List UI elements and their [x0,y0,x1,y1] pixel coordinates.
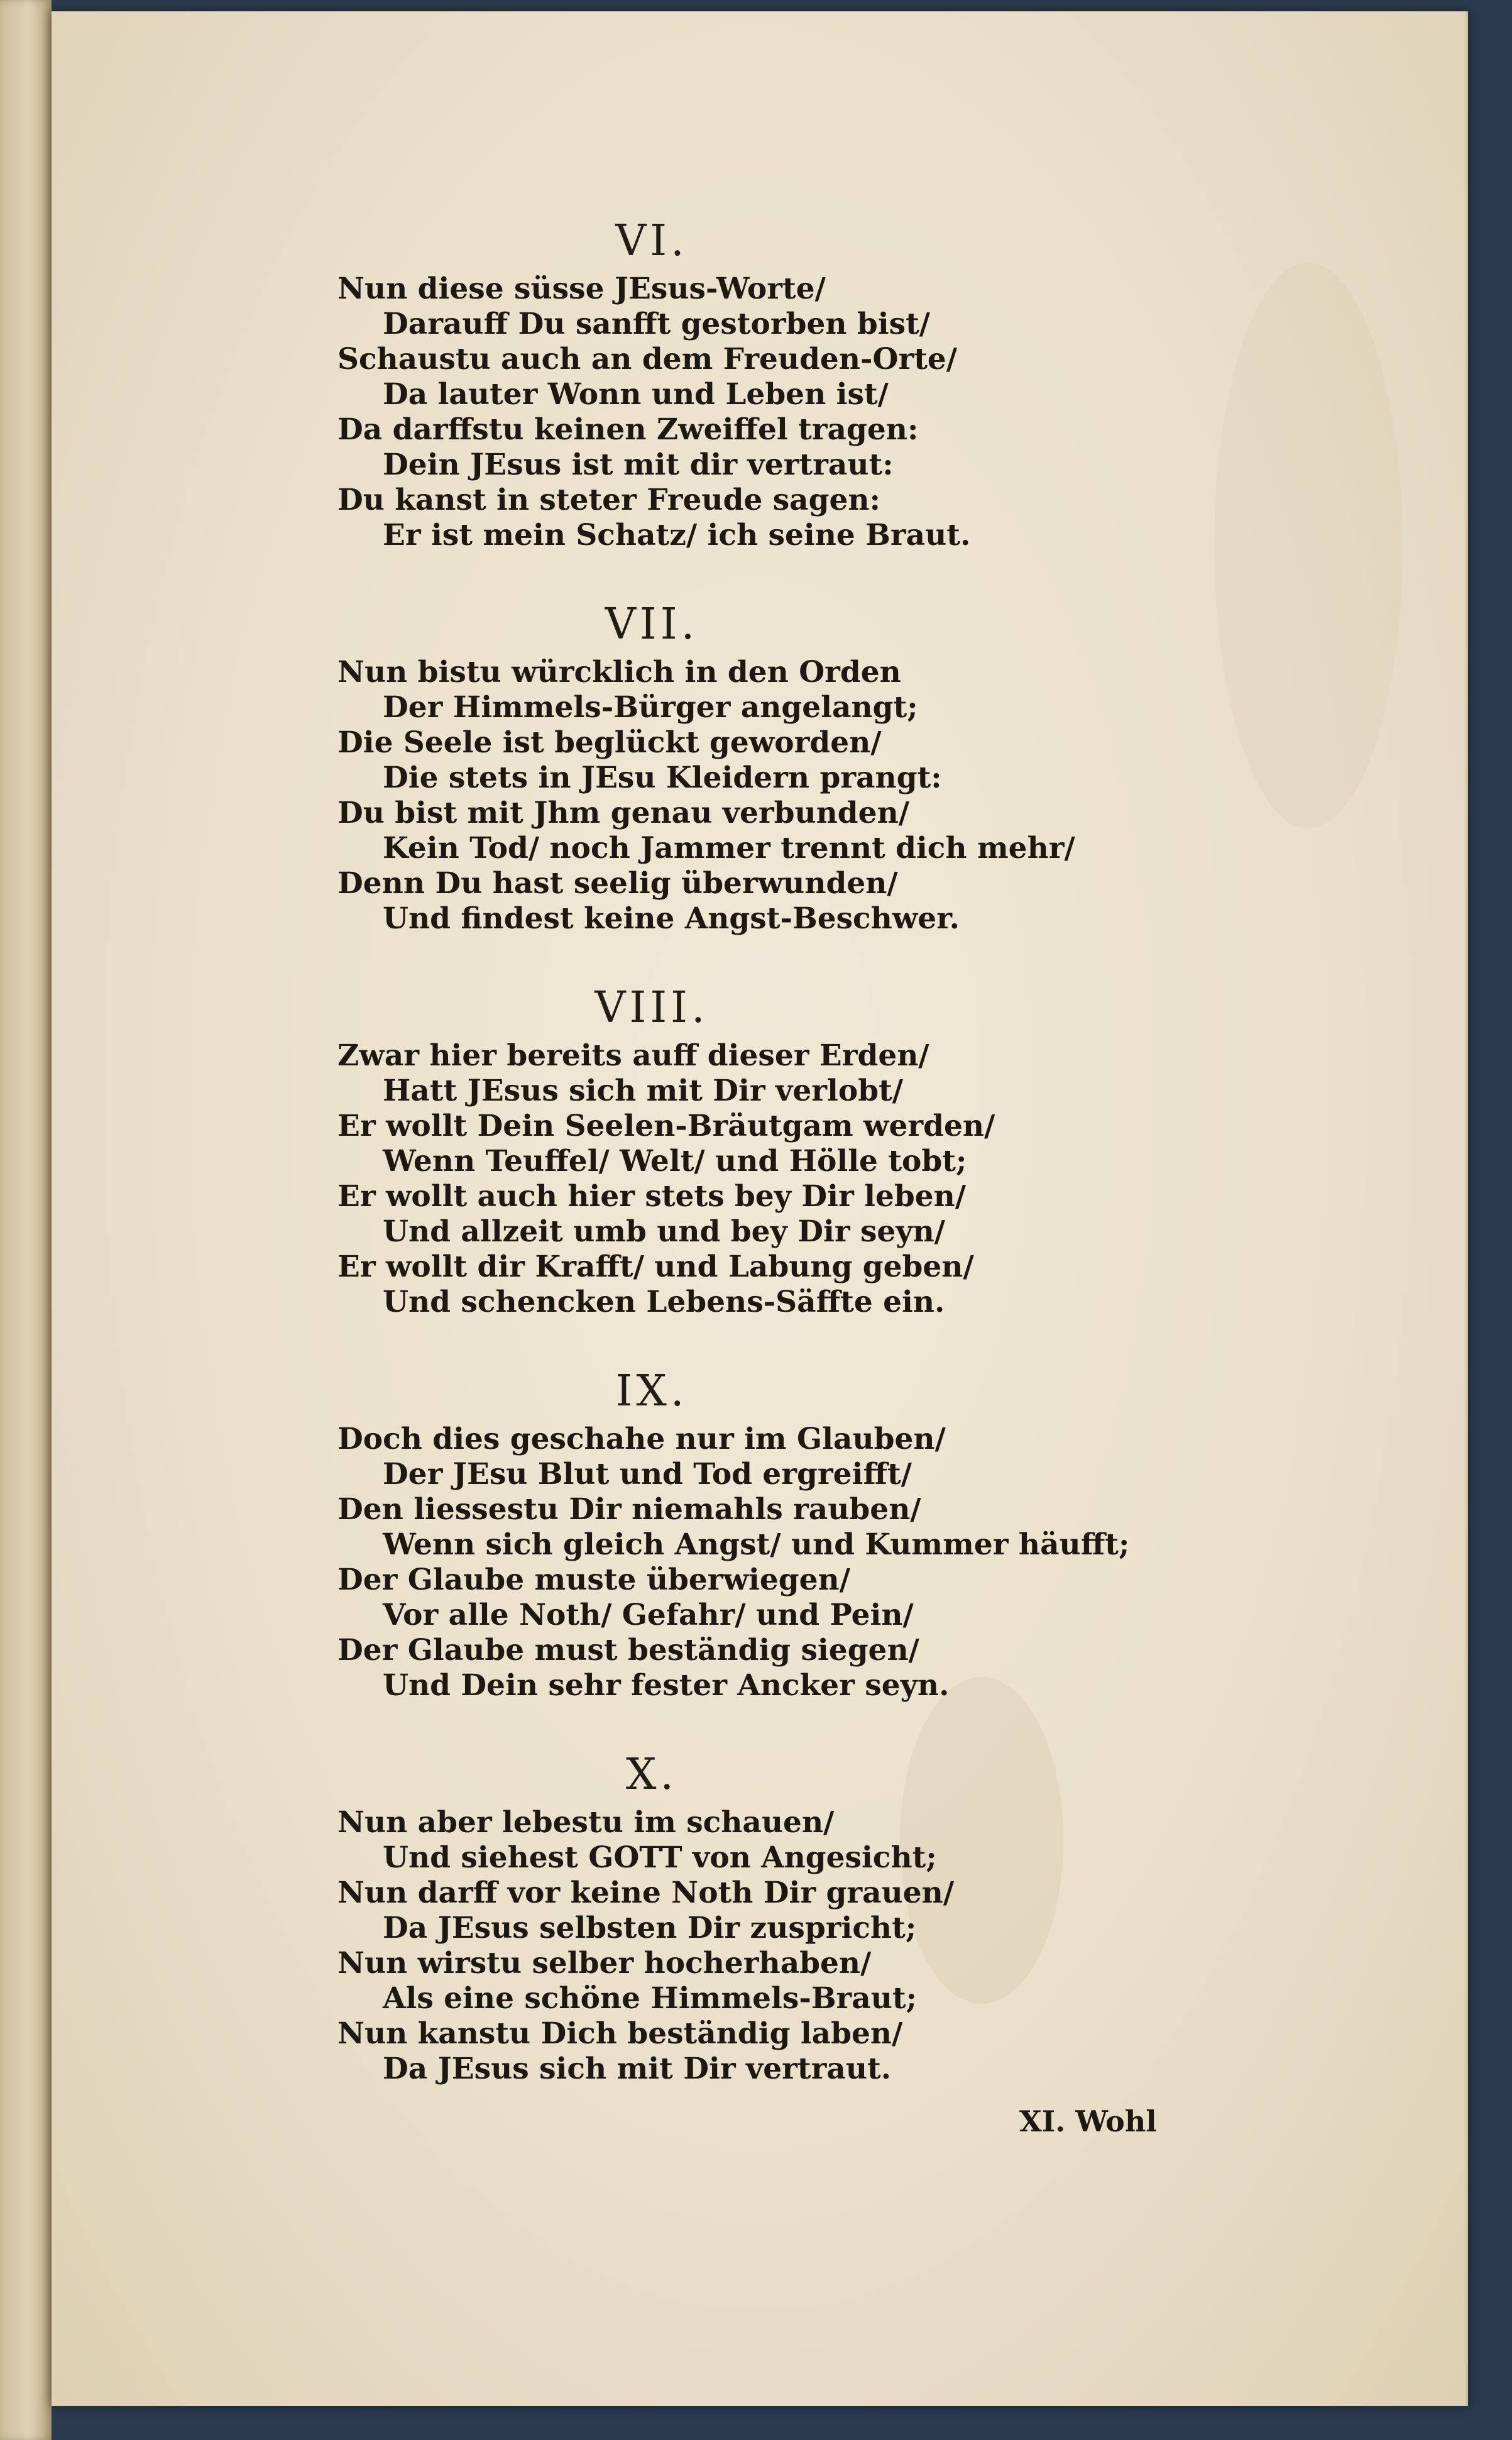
verse-line: Die Seele ist beglückt geworden/ [337,725,882,760]
verse-line: Nun darff vor keine Noth Dir grauen/ [337,1876,955,1910]
stanza-numeral: VIII. [594,983,709,1033]
verse-line: Den liessestu Dir niemahls rauben/ [337,1492,921,1527]
verse-line: Denn Du hast seelig überwunden/ [337,866,898,901]
document-page [52,11,1468,2406]
verse-line: Und schencken Lebens-Säffte ein. [383,1285,945,1319]
verse-line: Du bist mit Jhm genau verbunden/ [337,796,909,830]
verse-line: Da lauter Wonn und Leben ist/ [383,377,889,412]
verse-line: Der Himmels-Bürger angelangt; [383,690,918,725]
verse-line: Nun wirstu selber hocherhaben/ [337,1946,872,1981]
verse-line: Da darffstu keinen Zweiffel tragen: [337,412,919,447]
verse-line: Du kanst in steter Freude sagen: [337,483,880,517]
verse-line: Und findest keine Angst-Beschwer. [383,901,960,936]
verse-line: Als eine schöne Himmels-Braut; [383,1981,917,2016]
verse-line: Wenn Teuffel/ Welt/ und Hölle tobt; [383,1144,967,1179]
verse-line: Der Glaube must beständig siegen/ [337,1633,919,1668]
catchword: XI. Wohl [1019,2104,1157,2138]
stanza-numeral: VI. [615,216,688,266]
stanza-x [337,1745,1280,2087]
verse-line: Der Glaube muste überwiegen/ [337,1563,850,1597]
stanza-numeral: X. [625,1750,678,1800]
facing-page-edge [0,0,52,2440]
verse-line: Vor alle Noth/ Gefahr/ und Pein/ [383,1598,914,1632]
verse-line: Und Dein sehr fester Ancker seyn. [383,1668,950,1703]
verse-line: Nun bistu würcklich in den Orden [337,655,901,690]
verse-line: Und allzeit umb und bey Dir seyn/ [383,1214,945,1249]
verse-line: Er ist mein Schatz/ ich seine Braut. [383,518,971,552]
verse-line: Und siehest GOTT von Angesicht; [383,1840,937,1875]
verse-line: Dein JEsus ist mit dir vertraut: [383,448,894,482]
verse-line: Schaustu auch an dem Freuden-Orte/ [337,342,957,376]
verse-line: Hatt JEsus sich mit Dir verlobt/ [383,1074,903,1108]
verse-line: Er wollt dir Krafft/ und Labung geben/ [337,1250,974,1284]
verse-line: Er wollt Dein Seelen-Bräutgam werden/ [337,1109,995,1143]
verse-line: Nun diese süsse JEsus-Worte/ [337,272,826,306]
stanza-ix [337,1361,1280,1703]
verse-line: Doch dies geschahe nur im Glauben/ [337,1422,946,1456]
verse-line: Er wollt auch hier stets bey Dir leben/ [337,1179,967,1214]
verse-line: Die stets in JEsu Kleidern prangt: [383,761,942,795]
verse-line: Nun aber lebestu im schauen/ [337,1805,835,1840]
stanza-vii [337,595,1280,937]
stanza-numeral: IX. [615,1366,688,1416]
verse-line: Wenn sich gleich Angst/ und Kummer häufft; [383,1527,1130,1562]
verse-line: Kein Tod/ noch Jammer trennt dich mehr/ [383,831,1075,866]
verse-line: Der JEsu Blut und Tod ergreifft/ [383,1457,912,1492]
verse-line: Da JEsus sich mit Dir vertraut. [383,2052,892,2086]
verse-line: Da JEsus selbsten Dir zuspricht; [383,1911,917,1945]
stanza-viii [337,978,1280,1320]
verse-line: Nun kanstu Dich beständig laben/ [337,2016,903,2051]
verse-line: Zwar hier bereits auff dieser Erden/ [337,1038,929,1073]
stanza-vi [337,211,1280,553]
verse-line: Darauff Du sanfft gestorben bist/ [383,307,930,341]
stanza-numeral: VII. [605,600,699,649]
